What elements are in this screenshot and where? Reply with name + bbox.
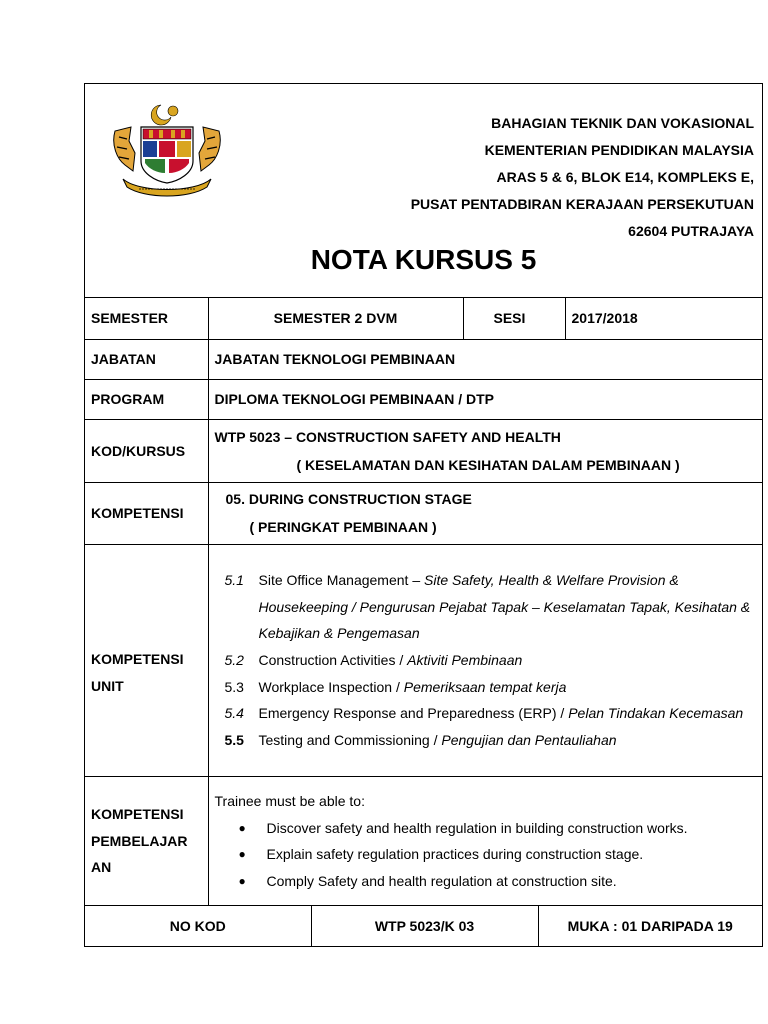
address-line: 62604 PUTRAJAYA [628, 223, 754, 239]
semester-value: SEMESTER 2 DVM [208, 298, 463, 339]
learning-intro: Trainee must be able to: [214, 793, 365, 809]
semester-row [85, 298, 762, 339]
bullet-dot-icon: ● [238, 820, 246, 835]
address-line: ARAS 5 & 6, BLOK E14, KOMPLEKS E, [496, 169, 754, 185]
nokod-value: WTP 5023/K 03 [311, 906, 538, 946]
kompetensi-pembelajaran-label [85, 777, 208, 906]
unit-text-ms: Pengujian dan Pentauliahan [441, 731, 617, 748]
unit-text-ms: Pemeriksaan tempat kerja [403, 678, 567, 695]
sesi-value: 2017/2018 [565, 298, 762, 339]
unit-text-en: Testing and Commissioning / [258, 731, 442, 748]
jabatan-label: JABATAN [85, 339, 208, 379]
list-item [239, 815, 757, 842]
label-line: KOMPETENSI [91, 806, 184, 823]
unit-text-en: Emergency Response and Preparedness (ERP) / [258, 705, 569, 722]
address-line: PUSAT PENTADBIRAN KERAJAAN PERSEKUTUAN [410, 196, 754, 212]
unit-text-ms: Site Safety, Health & Welfare Provision & Housekeeping / Pengurusan Pejabat Tapak – Keselamatan Tapak, Kesihatan & Kebajikan & Pengemasan [258, 572, 751, 642]
page-count: MUKA : 01 DARIPADA 19 [538, 906, 762, 946]
ministry-address [411, 110, 754, 245]
bullet-dot-icon: ● [238, 847, 246, 861]
unit-text-en: Site Office Management – [258, 572, 424, 589]
label-line: KOMPETENSI [91, 651, 184, 668]
competency-table [85, 545, 762, 907]
bullet-dot-icon: ● [238, 873, 246, 888]
malaysia-coat-of-arms-icon [109, 101, 225, 199]
program-value: DIPLOMA TEKNOLOGI PEMBINAAN / DTP [208, 379, 762, 419]
list-item [239, 868, 757, 895]
jabatan-row [85, 339, 762, 379]
learning-outcome-text: Explain safety regulation practices during construction stage. [266, 846, 644, 862]
unit-text-ms: Pelan Tindakan Kecemasan [568, 705, 744, 722]
unit-list [208, 545, 762, 777]
semester-label: SEMESTER [85, 298, 208, 339]
unit-number: 5.1 [224, 572, 244, 589]
program-label: PROGRAM [85, 379, 208, 419]
address-line: BAHAGIAN TEKNIK DAN VOKASIONAL [491, 115, 754, 131]
unit-item [225, 674, 757, 701]
unit-item [225, 700, 757, 727]
unit-number: 5.3 [224, 678, 244, 695]
course-note-document [84, 83, 763, 947]
label-line: UNIT [91, 678, 124, 695]
learning-outcomes [208, 777, 762, 906]
kompetensi-ms: ( PERINGKAT PEMBINAAN ) [249, 519, 437, 535]
unit-item [225, 647, 757, 674]
unit-number: 5.2 [224, 651, 244, 668]
kompetensi-label: KOMPETENSI [85, 482, 208, 544]
unit-text-en: Construction Activities / [258, 651, 408, 668]
footer-table [85, 906, 762, 946]
kompetensi-pembelajaran-row [85, 777, 762, 906]
nokod-label: NO KOD [85, 906, 311, 946]
course-code-en: WTP 5023 – CONSTRUCTION SAFETY AND HEALTH [214, 428, 561, 445]
unit-text-ms: Aktiviti Pembinaan [407, 651, 523, 668]
unit-item [225, 727, 757, 754]
list-item [239, 841, 757, 868]
label-line: PEMBELAJAR [91, 832, 188, 849]
footer-row [85, 906, 762, 946]
kompetensi-row [85, 482, 762, 544]
kod-kursus-value [208, 419, 762, 482]
learning-outcome-text: Comply Safety and health regulation at construction site. [266, 872, 617, 889]
unit-item [225, 567, 757, 647]
document-header [85, 84, 762, 298]
learning-outcome-text: Discover safety and health regulation in building construction works. [266, 819, 688, 836]
address-line: KEMENTERIAN PENDIDIKAN MALAYSIA [484, 142, 754, 158]
document-title: NOTA KURSUS 5 [310, 244, 537, 275]
kompetensi-unit-label [85, 545, 208, 777]
kompetensi-en: 05. DURING CONSTRUCTION STAGE [225, 491, 472, 507]
unit-text-en: Workplace Inspection / [258, 678, 404, 695]
course-code-ms: ( KESELAMATAN DAN KESIHATAN DALAM PEMBINAAN ) [296, 456, 680, 473]
kod-kursus-label: KOD/KURSUS [85, 419, 208, 482]
jabatan-value: JABATAN TEKNOLOGI PEMBINAAN [208, 339, 762, 379]
course-info-table [85, 298, 762, 545]
kod-kursus-row [85, 419, 762, 482]
unit-number: 5.4 [224, 705, 244, 722]
kompetensi-unit-row [85, 545, 762, 777]
sesi-label: SESI [463, 298, 565, 339]
program-row [85, 379, 762, 419]
unit-number: 5.5 [224, 731, 244, 748]
label-line: AN [91, 859, 112, 876]
kompetensi-value [208, 482, 762, 544]
